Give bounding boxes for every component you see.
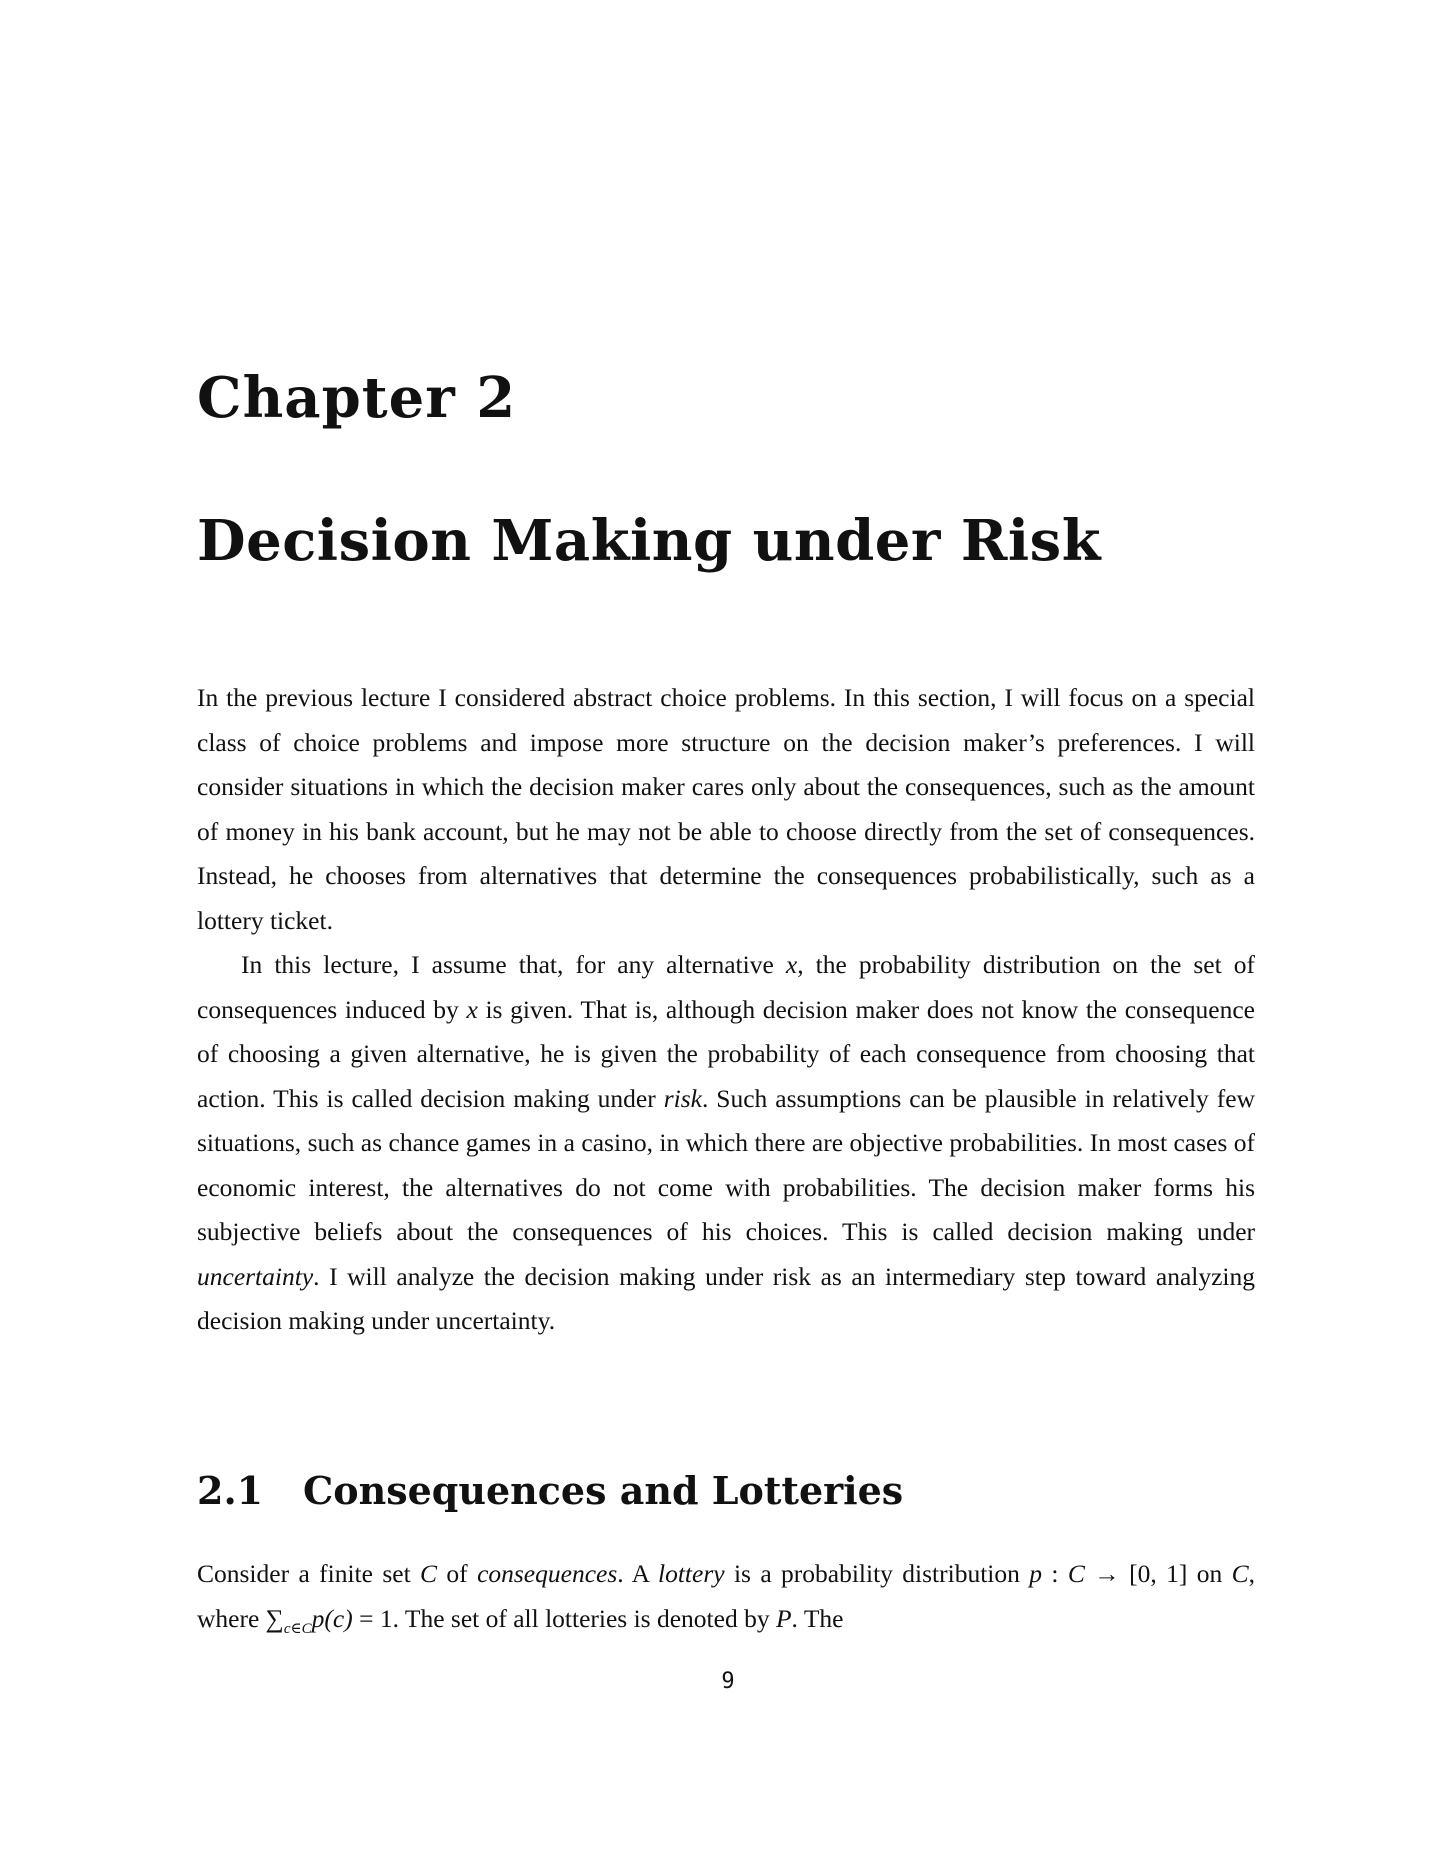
text-run: is given. That is, although decision maker does not know the consequence of choosing a given alternative, he is given the probability of each consequence from choosing that action. This is called decision making under: [197, 994, 1255, 1113]
math-variable: C: [420, 1559, 438, 1588]
chapter-label: Chapter 2: [197, 365, 517, 431]
text-run: In this lecture, I assume that, for any alternative: [241, 950, 786, 979]
text-run: is a probability distribution: [724, 1559, 1030, 1588]
text-run: . The: [791, 1603, 844, 1633]
text-run: . A: [617, 1559, 658, 1588]
text-run: of: [437, 1559, 478, 1588]
chapter-intro: [197, 676, 1255, 1344]
section-body: [197, 1552, 1255, 1651]
text-run: , where: [197, 1559, 1255, 1633]
emphasis-risk: risk: [663, 1083, 702, 1113]
text-run: . I will analyze the decision making under risk as an intermediary step toward analyzing decision making under uncertainty.: [197, 1261, 1255, 1335]
text-run: → [0, 1] on: [1084, 1559, 1232, 1588]
math-variable: p: [1029, 1559, 1043, 1588]
emphasis-uncertainty: uncertainty: [197, 1261, 314, 1291]
emphasis-consequences: consequences: [477, 1559, 618, 1588]
math-expression: p(c): [311, 1603, 353, 1633]
emphasis-lottery: lottery: [658, 1559, 725, 1588]
section-number: 2.1: [197, 1468, 264, 1513]
math-variable: x: [785, 950, 798, 979]
sum-symbol: ∑: [265, 1603, 284, 1633]
math-variable: P: [775, 1603, 792, 1633]
math-variable: C: [1231, 1559, 1249, 1588]
math-variable: x: [466, 994, 478, 1024]
chapter-title: Decision Making under Risk: [197, 508, 1101, 574]
section-heading: [197, 1468, 903, 1513]
text-run: :: [1042, 1559, 1068, 1588]
section-paragraph-1: [197, 1552, 1255, 1651]
sum-subscript: c∈C: [283, 1620, 312, 1637]
intro-paragraph-2: [197, 943, 1255, 1344]
text-run: Consider a finite set: [197, 1559, 421, 1588]
section-title: Consequences and Lotteries: [303, 1468, 904, 1513]
text-run: . Such assumptions can be plausible in relatively few situations, such as chance games in a casino, in which there are objective probabilities. In most cases of economic interest, the alternatives do not come with probabilities. The decision maker forms his subjective beliefs about the consequences of his choices. This is called decision making under: [197, 1083, 1255, 1246]
intro-paragraph-1: In the previous lecture I considered abstract choice problems. In this section, I will focus on a special class of choice problems and impose more structure on the decision maker’s preferences. I will consider situations in which the decision maker cares only about the consequences, such as the amount of money in his bank account, but he may not be able to choose directly from the set of consequences. Instead, he chooses from alternatives that determine the consequences probabilistically, such as a lottery ticket.: [197, 683, 1255, 935]
text-run: = 1. The set of all lotteries is denoted by: [352, 1603, 776, 1633]
math-variable: C: [1067, 1559, 1085, 1588]
page-number: 9: [721, 1669, 735, 1694]
text-run: , the probability distribution on the set of consequences induced by: [197, 950, 1255, 1024]
